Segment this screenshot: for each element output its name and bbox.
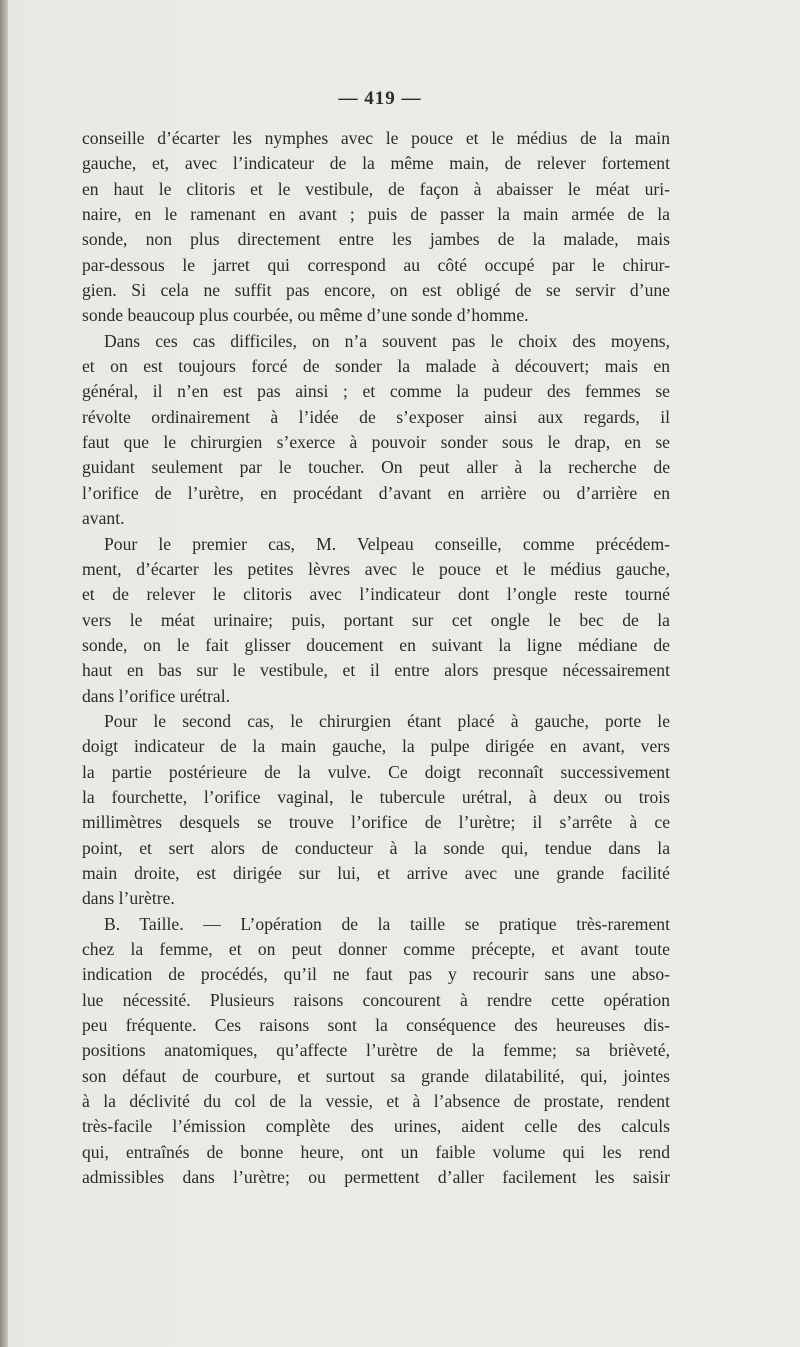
text-line: gauche, et, avec l’indicateur de la même main, de relever fortement	[82, 153, 670, 174]
text-line: général, il n’en est pas ainsi ; et comme la pudeur des femmes se	[82, 381, 670, 402]
text-line: à la déclivité du col de la vessie, et à l’absence de prostate, rendent	[82, 1091, 670, 1112]
text-line: Pour le second cas, le chirurgien étant placé à gauche, porte le	[104, 710, 670, 731]
paragraph	[82, 532, 670, 709]
paragraph	[82, 709, 670, 912]
text-line: dans l’orifice urétral.	[82, 685, 231, 706]
text-line: haut en bas sur le vestibule, et il entre alors presque nécessairement	[82, 660, 670, 681]
page-body-text	[82, 126, 670, 1190]
text-line: sonde beaucoup plus courbée, ou même d’une sonde d’homme.	[82, 305, 529, 326]
text-line: vers le méat urinaire; puis, portant sur cet ongle le bec de la	[82, 609, 670, 630]
paragraph	[82, 126, 670, 329]
text-line: et on est toujours forcé de sonder la malade à découvert; mais en	[82, 356, 670, 377]
text-line: chez la femme, et on peut donner comme précepte, et avant toute	[82, 939, 670, 959]
text-line: ment, d’écarter les petites lèvres avec le pouce et le médius gauche,	[82, 558, 670, 579]
text-line: Dans ces cas difficiles, on n’a souvent pas le choix des moyens,	[104, 330, 670, 351]
paragraph	[82, 329, 670, 532]
page-spine-shadow	[0, 0, 8, 1347]
text-line: guidant seulement par le toucher. On peut aller à la recherche de	[82, 457, 670, 478]
text-line: doigt indicateur de la main gauche, la pulpe dirigée en avant, vers	[82, 736, 670, 757]
text-line: B. Taille. — L’opération de la taille se pratique très-rarement	[104, 913, 670, 934]
text-line: conseille d’écarter les nymphes avec le pouce et le médius de la main	[82, 128, 670, 148]
text-line: main droite, est dirigée sur lui, et arrive avec une grande facilité	[82, 862, 670, 883]
text-line: naire, en le ramenant en avant ; puis de passer la main armée de la	[82, 204, 670, 225]
text-line: Pour le premier cas, M. Velpeau conseille, comme précédem-	[104, 533, 670, 554]
paragraph	[82, 912, 670, 1191]
text-line: son défaut de courbure, et surtout sa grande dilatabilité, qui, jointes	[82, 1065, 670, 1086]
text-line: peu fréquente. Ces raisons sont la conséquence des heureuses dis-	[82, 1015, 670, 1036]
text-line: millimètres desquels se trouve l’orifice de l’urètre; il s’arrête à ce	[82, 812, 670, 833]
text-line: gien. Si cela ne suffit pas encore, on est obligé de se servir d’une	[82, 280, 670, 301]
text-line: par-dessous le jarret qui correspond au côté occupé par le chirur-	[82, 254, 670, 275]
text-line: avant.	[82, 508, 125, 529]
text-line: qui, entraînés de bonne heure, ont un faible volume qui les rend	[82, 1141, 670, 1162]
text-line: dans l’urètre.	[82, 888, 175, 909]
text-line: sonde, on le fait glisser doucement en suivant la ligne médiane de	[82, 634, 670, 655]
text-line: en haut le clitoris et le vestibule, de façon à abaisser le méat uri-	[82, 178, 670, 199]
page-number: — 419 —	[338, 88, 422, 109]
text-line: la fourchette, l’orifice vaginal, le tubercule urétral, à deux ou trois	[82, 786, 670, 807]
text-line: point, et sert alors de conducteur à la sonde qui, tendue dans la	[82, 837, 670, 858]
text-line: positions anatomiques, qu’affecte l’urètre de la femme; sa brièveté,	[82, 1040, 670, 1061]
text-line: sonde, non plus directement entre les jambes de la malade, mais	[82, 229, 670, 250]
text-line: la partie postérieure de la vulve. Ce doigt reconnaît successivement	[82, 761, 670, 782]
text-line: l’orifice de l’urètre, en procédant d’avant en arrière ou d’arrière en	[82, 482, 670, 503]
text-line: révolte ordinairement à l’idée de s’exposer ainsi aux regards, il	[82, 406, 670, 427]
text-line: indication de procédés, qu’il ne faut pas y recourir sans une abso-	[82, 964, 670, 985]
text-line: faut que le chirurgien s’exerce à pouvoir sonder sous le drap, en se	[82, 432, 670, 453]
text-line: lue nécessité. Plusieurs raisons concourent à rendre cette opération	[82, 989, 670, 1010]
text-line: très-facile l’émission complète des urines, aident celle des calculs	[82, 1116, 670, 1137]
text-line: admissibles dans l’urètre; ou permettent d’aller facilement les saisir	[82, 1167, 670, 1188]
text-line: et de relever le clitoris avec l’indicateur dont l’ongle reste tourné	[82, 584, 670, 605]
